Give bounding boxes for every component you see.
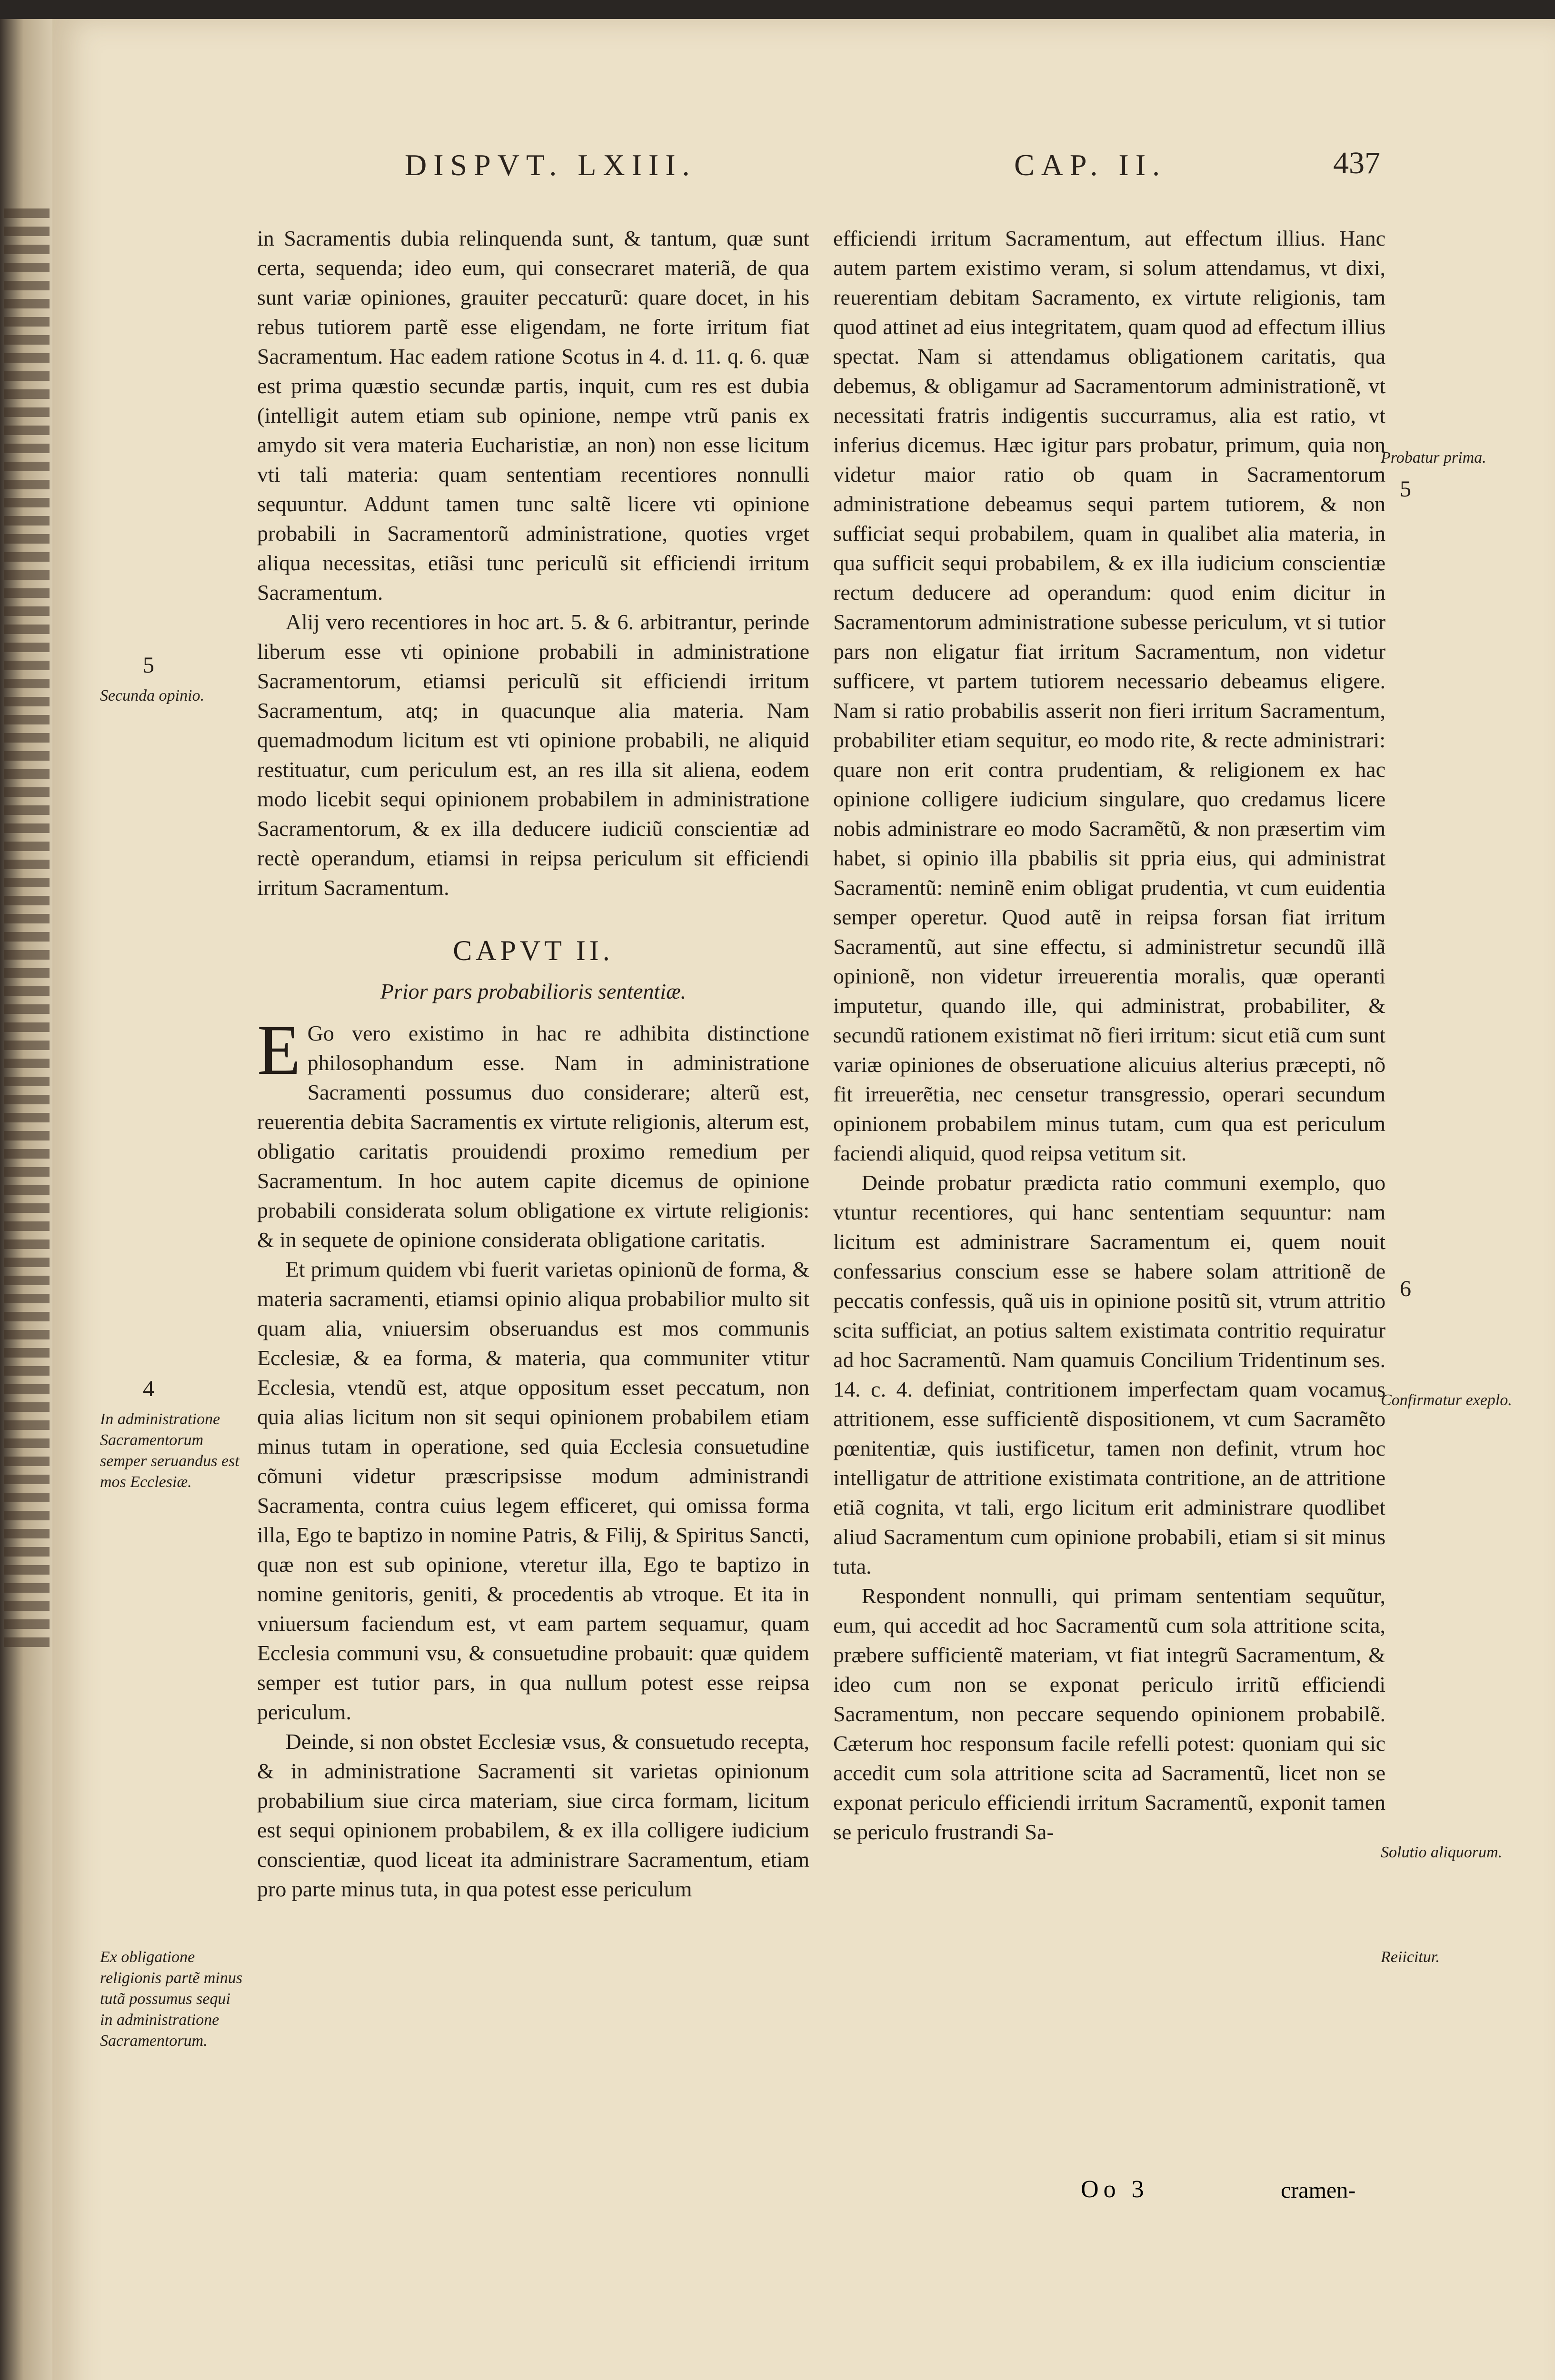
paragraph: Deinde, si non obstet Ecclesiæ vsus, & consuetudo recepta, & in administratione Sacramenti sit varietas opinionum probabilium siue circa materiam, siue circa formam, licitum est sequi opinionem probabilem, & ex illa colligere iudicium conscientiæ, quod liceat ita administrare Sacramentum, etiam pro parte minus tuta, in qua potest esse periculum <box>257 1729 809 1901</box>
margin-note: Reiicitur. <box>1381 1948 1440 1966</box>
paragraph-text: Go vero existimo in hac re adhibita distinctione philosophandum esse. Nam in administratione Sacramenti possumus duo considerare; alterũ est, reuerentia debita Sacramentis ex virtute religionis, alterum est, obligatio caritatis prouidendi proximo remedium per Sacramentum. In hoc autem capite dicemus de opinione probabili considerata solum obligatione ex virtute religionis: & in sequete de opinione considerata obligatione caritatis. <box>257 1021 809 1252</box>
catchword: cramen- <box>1281 2178 1356 2203</box>
margin-note: Probatur prima. <box>1381 449 1486 466</box>
paragraph: Et primum quidem vbi fuerit varietas opinionũ de forma, & materia sacramenti, etiamsi opinio aliqua probabilior multo sit quam alia, vniuersim obseruandus est mos communis Ecclesiæ, & ea forma, & materia, qua communiter vtitur Ecclesia, vtendũ est, atque oppositum esset peccatum, non quia alias licitum non sit sequi opinionem probabilem etiam minus tutam in operatione, sed quia Ecclesia consuetudine cõmuni videtur præscripsisse modum administrandi Sacramenta, contra cuius legem efficeret, qui omissa forma illa, Ego te baptizo in nomine Patris, & Filij, & Spiritus Sancti, quæ non est sub opinione, vteretur illa, Ego te baptizo in nomine genitoris, geniti, & procedentis ab vtroque. Et ita in vniuersum faciendum est, vt eam partem sequamur, quam Ecclesia communi vsu, & consuetudine probauit: quæ quidem semper est tutior pars, in qua nullum potest esse reipsa periculum. <box>257 1257 809 1724</box>
right-column <box>833 224 1386 1847</box>
chapter-heading: CAPVT II. <box>453 935 614 966</box>
drop-capital: E <box>257 1011 301 1090</box>
paragraph: in Sacramentis dubia relinquenda sunt, & tantum, quæ sunt certa, sequenda; ideo eum, qui consecraret materiã, de qua sunt variæ opiniones, grauiter peccaturũ: quare docet, in his rebus tutiorem partẽ esse eligendam, ne forte irritum fiat Sacramentum. Hac eadem ratione Scotus in 4. d. 11. q. 6. quæ est prima quæstio secundæ partis, inquit, cum res est dubia (intelligit autem etiam sub opinione, nempe vtrũ panis ex amydo sit vera materia Eucharistiæ, an non) non esse licitum vti tali materia: quam sententiam recentiores nonnulli sequuntur. Addunt tamen tunc saltẽ licere vti opinione probabili in Sacramentorũ administratione, quoties vrget aliqua necessitas, etiãsi tunc periculũ sit efficiendi irritum Sacramentum. <box>257 226 809 605</box>
margin-note: Confirmatur exeplo. <box>1381 1391 1512 1409</box>
running-head-right: CAP. II. <box>1014 148 1167 182</box>
paragraph: Respondent nonnulli, qui primam sententiam sequũtur, eum, qui accedit ad hoc Sacramentũ cum sola attritione scita, præbere sufficientẽ materiam, vt fiat integrũ Sacramentum, & ideo cum non se exponat periculo irritũ efficiendi Sacramentum, non peccare sequendo opinionem probabilẽ. Cæterum hoc responsum facile refelli potest: quoniam qui sic accedit cum sola attritione scita ad Sacramentũ, licet non se exponat periculo efficiendi irritum Sacramentũ, exponit tamen se periculo frustrandi Sa- <box>833 1584 1386 1844</box>
running-head-left: DISPVT. LXIII. <box>405 148 697 182</box>
book-page <box>52 19 1555 2380</box>
paragraph <box>257 1011 809 1255</box>
margin-note: Solutio aliquorum. <box>1381 1844 1503 1861</box>
margin-note: Secunda opinio. <box>100 687 205 704</box>
margin-number: 5 <box>1400 476 1411 502</box>
chapter-subheading: Prior pars probabilioris sententiæ. <box>380 979 687 1003</box>
margin-note: Ex obligatione religionis partẽ minus tutã possumus sequi in administratione Sacramentorum. <box>100 1948 243 2050</box>
signature-mark: Oo 3 <box>1081 2176 1149 2203</box>
paragraph: Deinde probatur prædicta ratio communi exemplo, quo vtuntur recentiores, qui hanc sententiam sequuntur: nam licitum est administrare Sacramentum ei, quem nouit confessarius conscium esse se habere solam attritionẽ de peccatis confessis, quã uis in opinione positũ sit, vtrum attritio scita sufficiat, an potius saltem existimata contritio requiratur ad hoc Sacramentũ. Nam quamuis Concilium Tridentinum ses. 14. c. 4. definiat, contritionem imperfectam quam vocamus attritionem, esse sufficientẽ dispositionem, vt cum Sacramẽto pœnitentiæ, quis iustificetur, tamen non definit, vtrum hoc intelligatur de attritione existimata contritione, an de attritione etiã cognita, vt tali, ergo licitum erit administrare quodlibet aliud Sacramentum cum opinione probabili, etiam si sit minus tuta. <box>833 1170 1386 1578</box>
paragraph: efficiendi irritum Sacramentum, aut effectum illius. Hanc autem partem existimo veram, si solum attendamus, vt dixi, reuerentiam debitam Sacramento, ex virtute religionis, tam quod attinet ad eius integritatem, quam quod ad effectum illius spectat. Nam si attendamus obligationem caritatis, qua debemus, & obligamur ad Sacramentorum administrationẽ, vt necessitati fratris indigentis succurramus, alia est ratio, vt inferius dicemus. Hæc igitur pars probatur, primum, quia non videtur maior ratio ob quam in Sacramentorum administratione debeamus sequi partem tutiorem, & non sufficiat sequi probabilem, quam in qualibet alia materia, in qua sufficit sequi probabilem, & ex illa iudicium conscientiæ rectum deducere ad operandum: quod enim dicitur in Sacramentorum administratione subesse periculum, vt si tutior pars non eligatur fiat irritum Sacramentum, non videtur sufficere, vt partem tutiorem necessario debeamus eligere. Nam si ratio probabilis asserit non fieri irritum Sacramentum, probabiliter etiam sequitur, eo modo rite, & recte administrari: quare non erit contra prudentiam, & religionem ex hac opinione colligere iudicium singulare, quo credamus licere nobis administrare eo modo Sacramẽtũ, & non præsertim vim habet, si opinio illa pbabilis sit ppria eius, qui administrat Sacramentũ: neminẽ enim obligat prudentia, vt cum euidentia semper operetur. Quod autẽ in reipsa forsan fiat irritum Sacramentũ, aut sine effectu, si administretur secundũ illã opinionẽ, non videtur irreuerentia moralis, quæ operanti imputetur, quando ille, qui administrat, probabiliter, & secundũ rationem existimat nõ fieri irritum: sicut etiã cum sunt variæ opiniones de obseruatione alicuius alterius præcepti, nõ fit irreuerẽtia, nec censetur transgressio, operari secundum opinionem probabilem minus tutam, cum qua est periculum faciendi aliquid, quod reipsa vetitum sit. <box>833 226 1386 1165</box>
page-number: 437 <box>1333 146 1380 180</box>
margin-note: In administratione Sacramentorum semper seruandus est mos Ecclesiæ. <box>100 1410 239 1491</box>
facing-page-edge <box>0 19 52 2380</box>
left-column <box>257 224 809 1904</box>
margin-number: 4 <box>143 1376 154 1401</box>
margin-number: 6 <box>1400 1276 1411 1301</box>
margin-number: 5 <box>143 653 154 678</box>
paragraph: Alij vero recentiores in hoc art. 5. & 6. arbitrantur, perinde liberum esse vti opinione probabili in administratione Sacramentorum, etiamsi periculũ sit efficiendi irritum Sacramentum, atq; in quacunque alia materia. Nam quemadmodum licitum est vti opinione probabili, ne aliquid restituatur, cum periculum est, an res illa sit aliena, eodem modo licebit sequi opinionem probabilem in administratione Sacramentorum, & ex illa deducere iudiciũ conscientiæ ad rectè operandum, etiamsi in reipsa periculum sit efficiendi irritum Sacramentum. <box>257 610 809 900</box>
